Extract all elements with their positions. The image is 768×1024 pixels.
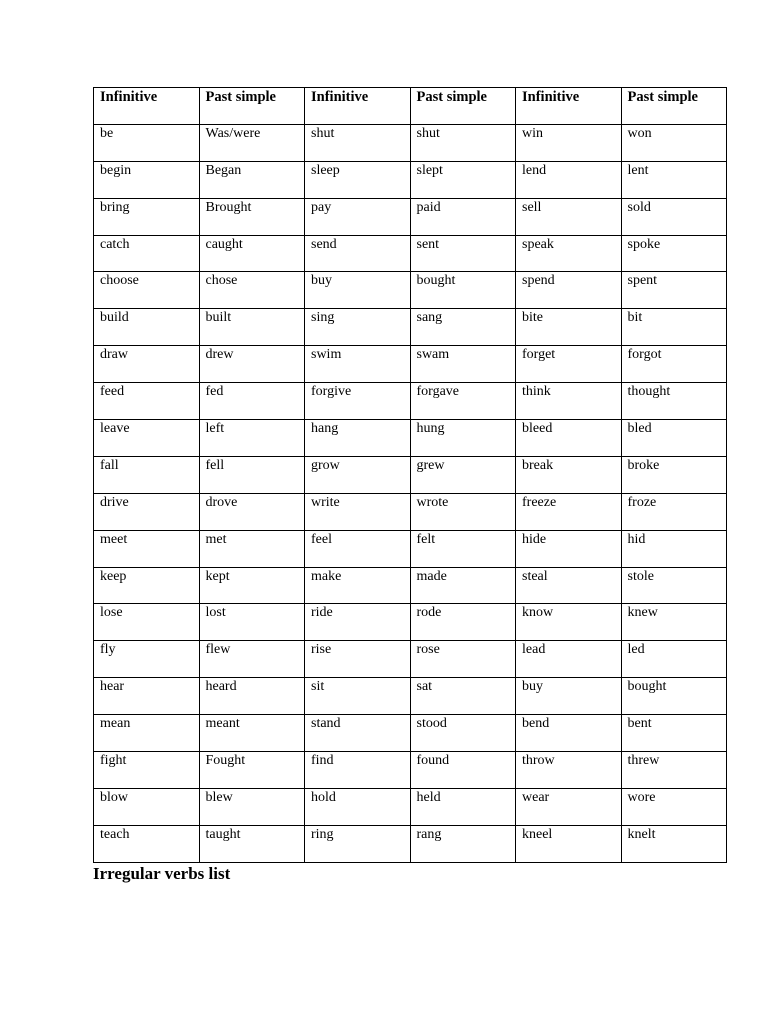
table-row xyxy=(94,567,727,604)
cell-past-simple-1: Was/were xyxy=(199,124,305,161)
cell-infinitive-2: forgive xyxy=(305,383,411,420)
cell-infinitive-3: lend xyxy=(516,161,622,198)
cell-infinitive-3: spend xyxy=(516,272,622,309)
cell-infinitive-3: break xyxy=(516,456,622,493)
cell-past-simple-3: knelt xyxy=(621,825,727,862)
table-row xyxy=(94,346,727,383)
cell-past-simple-1: Fought xyxy=(199,752,305,789)
cell-infinitive-3: think xyxy=(516,383,622,420)
cell-infinitive-2: sleep xyxy=(305,161,411,198)
cell-past-simple-3: stole xyxy=(621,567,727,604)
cell-infinitive-3: bleed xyxy=(516,420,622,457)
cell-infinitive-3: speak xyxy=(516,235,622,272)
cell-past-simple-2: wrote xyxy=(410,493,516,530)
cell-infinitive-3: buy xyxy=(516,678,622,715)
cell-infinitive-2: send xyxy=(305,235,411,272)
cell-past-simple-3: froze xyxy=(621,493,727,530)
table-row xyxy=(94,235,727,272)
table-row xyxy=(94,198,727,235)
table-body xyxy=(94,124,727,862)
header-past-simple-1: Past simple xyxy=(199,88,305,125)
cell-past-simple-2: found xyxy=(410,752,516,789)
cell-past-simple-3: won xyxy=(621,124,727,161)
cell-past-simple-2: shut xyxy=(410,124,516,161)
cell-past-simple-1: built xyxy=(199,309,305,346)
cell-past-simple-1: heard xyxy=(199,678,305,715)
cell-infinitive-2: shut xyxy=(305,124,411,161)
cell-past-simple-3: led xyxy=(621,641,727,678)
cell-past-simple-1: Brought xyxy=(199,198,305,235)
cell-past-simple-1: flew xyxy=(199,641,305,678)
cell-infinitive-1: catch xyxy=(94,235,200,272)
cell-past-simple-2: hung xyxy=(410,420,516,457)
cell-infinitive-2: grow xyxy=(305,456,411,493)
table-row xyxy=(94,715,727,752)
header-infinitive-3: Infinitive xyxy=(516,88,622,125)
cell-past-simple-3: bled xyxy=(621,420,727,457)
table-row xyxy=(94,530,727,567)
cell-infinitive-3: throw xyxy=(516,752,622,789)
table-row xyxy=(94,788,727,825)
cell-past-simple-2: grew xyxy=(410,456,516,493)
cell-past-simple-2: rang xyxy=(410,825,516,862)
cell-infinitive-2: buy xyxy=(305,272,411,309)
cell-infinitive-2: hang xyxy=(305,420,411,457)
table-row xyxy=(94,752,727,789)
document-caption: Irregular verbs list xyxy=(93,864,231,883)
cell-past-simple-1: fed xyxy=(199,383,305,420)
cell-past-simple-2: paid xyxy=(410,198,516,235)
cell-past-simple-2: forgave xyxy=(410,383,516,420)
cell-infinitive-3: bend xyxy=(516,715,622,752)
cell-infinitive-3: steal xyxy=(516,567,622,604)
cell-infinitive-2: hold xyxy=(305,788,411,825)
cell-past-simple-1: lost xyxy=(199,604,305,641)
cell-infinitive-1: teach xyxy=(94,825,200,862)
cell-infinitive-3: forget xyxy=(516,346,622,383)
table-row xyxy=(94,272,727,309)
cell-past-simple-3: bit xyxy=(621,309,727,346)
cell-infinitive-1: draw xyxy=(94,346,200,383)
cell-past-simple-1: chose xyxy=(199,272,305,309)
cell-infinitive-1: meet xyxy=(94,530,200,567)
cell-past-simple-1: kept xyxy=(199,567,305,604)
cell-past-simple-1: meant xyxy=(199,715,305,752)
cell-past-simple-3: thought xyxy=(621,383,727,420)
cell-past-simple-3: spent xyxy=(621,272,727,309)
cell-infinitive-1: begin xyxy=(94,161,200,198)
cell-infinitive-2: write xyxy=(305,493,411,530)
cell-infinitive-3: hide xyxy=(516,530,622,567)
cell-past-simple-2: sat xyxy=(410,678,516,715)
cell-past-simple-1: fell xyxy=(199,456,305,493)
header-past-simple-2: Past simple xyxy=(410,88,516,125)
cell-past-simple-3: hid xyxy=(621,530,727,567)
table-row xyxy=(94,124,727,161)
cell-past-simple-2: held xyxy=(410,788,516,825)
cell-past-simple-2: rode xyxy=(410,604,516,641)
cell-infinitive-2: rise xyxy=(305,641,411,678)
cell-past-simple-2: made xyxy=(410,567,516,604)
cell-infinitive-1: fly xyxy=(94,641,200,678)
cell-past-simple-3: bent xyxy=(621,715,727,752)
cell-infinitive-3: bite xyxy=(516,309,622,346)
cell-past-simple-3: knew xyxy=(621,604,727,641)
table-row xyxy=(94,456,727,493)
cell-past-simple-3: threw xyxy=(621,752,727,789)
cell-infinitive-1: drive xyxy=(94,493,200,530)
cell-infinitive-1: build xyxy=(94,309,200,346)
cell-past-simple-2: rose xyxy=(410,641,516,678)
cell-past-simple-2: slept xyxy=(410,161,516,198)
cell-infinitive-1: feed xyxy=(94,383,200,420)
cell-infinitive-2: swim xyxy=(305,346,411,383)
cell-past-simple-3: spoke xyxy=(621,235,727,272)
cell-past-simple-2: felt xyxy=(410,530,516,567)
cell-past-simple-2: bought xyxy=(410,272,516,309)
cell-infinitive-1: lose xyxy=(94,604,200,641)
cell-past-simple-3: forgot xyxy=(621,346,727,383)
cell-past-simple-1: Began xyxy=(199,161,305,198)
table-row xyxy=(94,641,727,678)
cell-infinitive-1: bring xyxy=(94,198,200,235)
cell-infinitive-3: sell xyxy=(516,198,622,235)
cell-infinitive-1: blow xyxy=(94,788,200,825)
cell-past-simple-3: bought xyxy=(621,678,727,715)
header-past-simple-3: Past simple xyxy=(621,88,727,125)
cell-infinitive-3: freeze xyxy=(516,493,622,530)
cell-past-simple-3: sold xyxy=(621,198,727,235)
cell-past-simple-1: caught xyxy=(199,235,305,272)
cell-infinitive-1: leave xyxy=(94,420,200,457)
irregular-verbs-table xyxy=(93,87,727,863)
cell-past-simple-2: swam xyxy=(410,346,516,383)
cell-past-simple-1: left xyxy=(199,420,305,457)
cell-infinitive-2: sit xyxy=(305,678,411,715)
table-row xyxy=(94,161,727,198)
cell-past-simple-1: drove xyxy=(199,493,305,530)
table-row xyxy=(94,309,727,346)
cell-infinitive-1: be xyxy=(94,124,200,161)
cell-infinitive-2: ring xyxy=(305,825,411,862)
cell-infinitive-2: sing xyxy=(305,309,411,346)
cell-infinitive-1: mean xyxy=(94,715,200,752)
cell-infinitive-2: make xyxy=(305,567,411,604)
table-row xyxy=(94,825,727,862)
table-row xyxy=(94,678,727,715)
cell-past-simple-2: sang xyxy=(410,309,516,346)
cell-infinitive-1: hear xyxy=(94,678,200,715)
header-infinitive-1: Infinitive xyxy=(94,88,200,125)
table-header-row xyxy=(94,88,727,125)
cell-infinitive-3: kneel xyxy=(516,825,622,862)
cell-infinitive-1: keep xyxy=(94,567,200,604)
cell-past-simple-1: blew xyxy=(199,788,305,825)
table-row xyxy=(94,493,727,530)
cell-infinitive-1: choose xyxy=(94,272,200,309)
cell-infinitive-2: stand xyxy=(305,715,411,752)
cell-past-simple-1: drew xyxy=(199,346,305,383)
cell-infinitive-2: feel xyxy=(305,530,411,567)
cell-past-simple-3: lent xyxy=(621,161,727,198)
cell-infinitive-1: fight xyxy=(94,752,200,789)
cell-past-simple-3: wore xyxy=(621,788,727,825)
cell-past-simple-1: taught xyxy=(199,825,305,862)
cell-infinitive-2: ride xyxy=(305,604,411,641)
cell-past-simple-3: broke xyxy=(621,456,727,493)
cell-infinitive-1: fall xyxy=(94,456,200,493)
cell-infinitive-3: lead xyxy=(516,641,622,678)
cell-infinitive-2: find xyxy=(305,752,411,789)
cell-infinitive-2: pay xyxy=(305,198,411,235)
cell-past-simple-1: met xyxy=(199,530,305,567)
table-row xyxy=(94,604,727,641)
table-row xyxy=(94,383,727,420)
header-infinitive-2: Infinitive xyxy=(305,88,411,125)
cell-infinitive-3: win xyxy=(516,124,622,161)
cell-past-simple-2: stood xyxy=(410,715,516,752)
cell-infinitive-3: wear xyxy=(516,788,622,825)
cell-past-simple-2: sent xyxy=(410,235,516,272)
table-row xyxy=(94,420,727,457)
cell-infinitive-3: know xyxy=(516,604,622,641)
